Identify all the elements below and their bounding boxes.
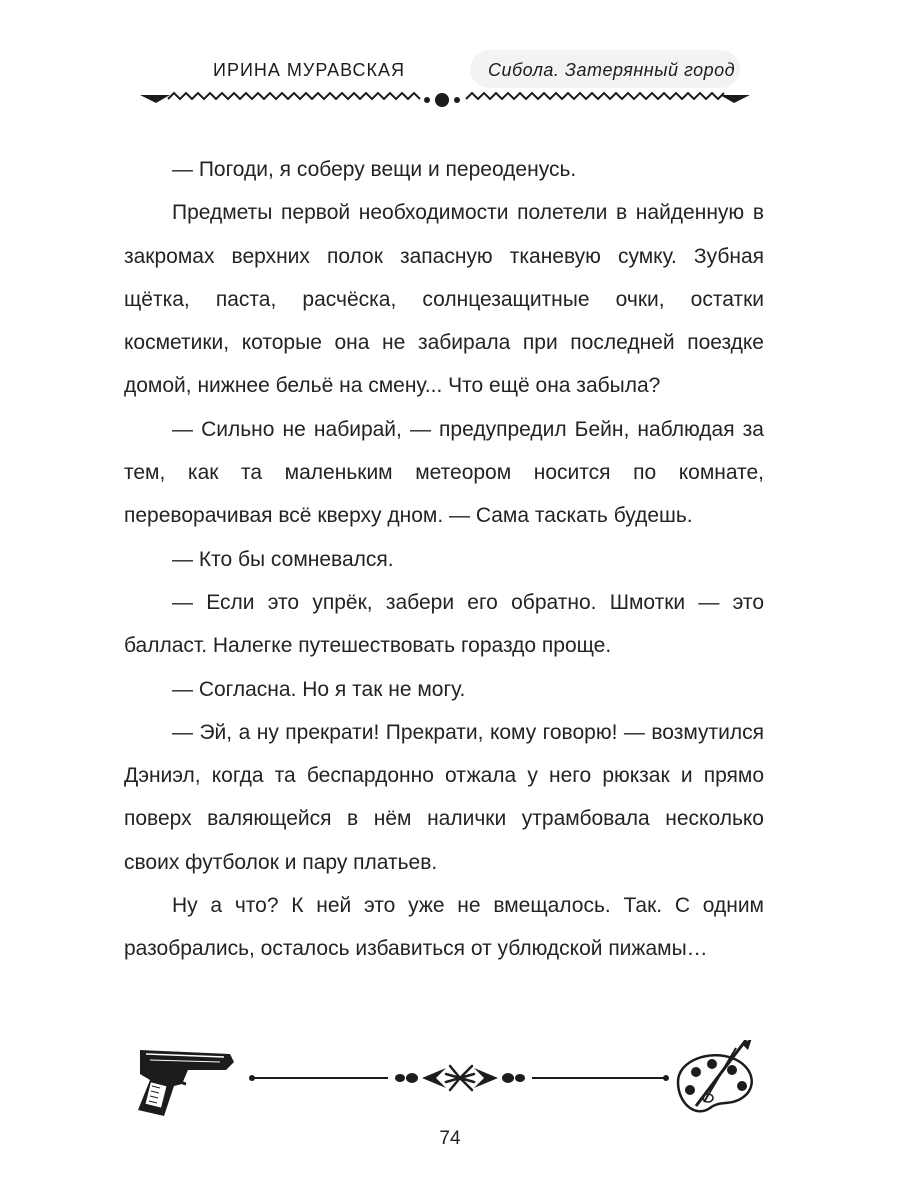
palette-icon: [678, 1040, 752, 1111]
paragraph: — Сильно не набирай, — предупредил Бейн, наблюдая за тем, как та маленьким метеором носится по комнате, переворачивая всё кверху дном. — Сама таскать будешь.: [124, 417, 764, 528]
paragraph: — Кто бы сомневался.: [172, 547, 394, 571]
header-ornament-rule: [140, 85, 750, 115]
paragraph: Предметы первой необходимости полетели в найденную в закромах верхних полок запасную тканевую сумку. Зубная щётка, паста, расчёска, солнцезащитные очки, остатки косметики, которые она не забирала при последней поездке домой, нижнее бельё на смену... Что ещё она забыла?: [124, 201, 764, 398]
body-text: [124, 148, 764, 971]
running-head-title: Сибола. Затерянный город: [488, 60, 736, 80]
running-head-author: ИРИНА МУРАВСКАЯ: [213, 60, 406, 80]
paragraph: — Согласна. Но я так не могу.: [172, 677, 466, 701]
footer-ornament: [130, 1040, 770, 1120]
paragraph: — Эй, а ну прекрати! Прекрати, кому говорю! — возмутился Дэниэл, когда та беспардонно отжала у него рюкзак и прямо поверх валяющейся в нём налички утрамбовала несколько своих футболок и пару платьев.: [124, 720, 764, 874]
paragraph: — Погоди, я соберу вещи и переоденусь.: [172, 158, 577, 181]
pistol-icon: [138, 1050, 234, 1116]
paragraph: — Если это упрёк, забери его обратно. Шмотки — это балласт. Налегке путешествовать гораздо проще.: [124, 590, 764, 658]
paragraph: Ну а что? К ней это уже не вмещалось. Так. С одним разобрались, осталось избавиться от ублюдской пижамы…: [124, 894, 764, 961]
page-number: 74: [439, 1128, 461, 1149]
